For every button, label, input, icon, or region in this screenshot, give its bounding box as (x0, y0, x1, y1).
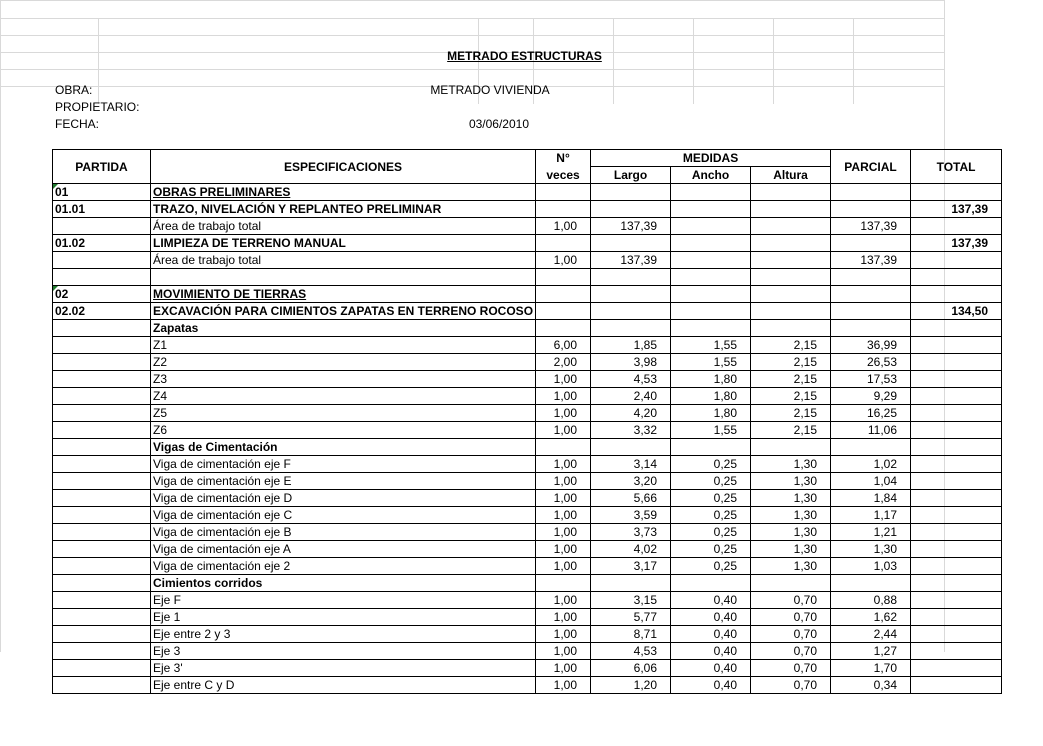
cell-partida[interactable] (53, 269, 151, 286)
cell-veces[interactable] (536, 269, 591, 286)
cell-veces[interactable]: 1,00 (536, 524, 591, 541)
cell-altura[interactable]: 2,15 (751, 354, 831, 371)
cell-parcial[interactable] (831, 303, 911, 320)
cell-especificacion[interactable]: Viga de cimentación eje E (151, 473, 536, 490)
table-row (53, 269, 1002, 286)
cell-veces[interactable]: 1,00 (536, 541, 591, 558)
table-row (53, 405, 1002, 422)
cell-especificacion[interactable]: LIMPIEZA DE TERRENO MANUAL (151, 235, 536, 252)
cell-especificacion[interactable]: Eje entre C y D (151, 677, 536, 694)
cell-veces[interactable]: 1,00 (536, 592, 591, 609)
cell-especificacion[interactable]: Z2 (151, 354, 536, 371)
cell-partida[interactable] (53, 354, 151, 371)
cell-parcial[interactable] (831, 575, 911, 592)
cell-ancho[interactable] (671, 575, 751, 592)
cell-altura[interactable] (751, 269, 831, 286)
cell-largo[interactable]: 3,20 (591, 473, 671, 490)
cell-largo[interactable]: 1,20 (591, 677, 671, 694)
cell-ancho[interactable]: 0,25 (671, 558, 751, 575)
cell-especificacion[interactable]: Viga de cimentación eje 2 (151, 558, 536, 575)
cell-altura[interactable]: 2,15 (751, 422, 831, 439)
cell-largo[interactable]: 4,53 (591, 371, 671, 388)
cell-total[interactable] (911, 643, 1002, 660)
cell-partida[interactable] (53, 643, 151, 660)
table-row (53, 524, 1002, 541)
cell-total[interactable] (911, 456, 1002, 473)
table-row (53, 575, 1002, 592)
table-row (53, 201, 1002, 218)
header-ancho: Ancho (671, 167, 751, 184)
cell-parcial[interactable]: 1,84 (831, 490, 911, 507)
cell-parcial[interactable] (831, 235, 911, 252)
cell-ancho[interactable] (671, 439, 751, 456)
cell-largo[interactable]: 4,20 (591, 405, 671, 422)
header-altura: Altura (751, 167, 831, 184)
cell-especificacion[interactable]: Viga de cimentación eje B (151, 524, 536, 541)
cell-parcial[interactable] (831, 320, 911, 337)
cell-largo[interactable] (591, 320, 671, 337)
cell-parcial[interactable]: 1,30 (831, 541, 911, 558)
cell-total[interactable] (911, 405, 1002, 422)
cell-total[interactable] (911, 184, 1002, 201)
cell-largo[interactable]: 3,59 (591, 507, 671, 524)
cell-largo[interactable]: 2,40 (591, 388, 671, 405)
table-row (53, 592, 1002, 609)
cell-partida[interactable] (53, 371, 151, 388)
cell-partida[interactable] (53, 626, 151, 643)
cell-especificacion[interactable]: Eje 1 (151, 609, 536, 626)
cell-total[interactable] (911, 337, 1002, 354)
cell-veces[interactable]: 1,00 (536, 456, 591, 473)
cell-veces[interactable] (536, 439, 591, 456)
cell-especificacion[interactable]: EXCAVACIÓN PARA CIMIENTOS ZAPATAS EN TERRENO ROCOSO (151, 303, 536, 320)
cell-total[interactable] (911, 439, 1002, 456)
cell-largo[interactable]: 3,15 (591, 592, 671, 609)
cell-largo[interactable] (591, 184, 671, 201)
cell-partida[interactable] (53, 439, 151, 456)
header-parcial: PARCIAL (831, 150, 911, 184)
cell-ancho[interactable]: 0,40 (671, 643, 751, 660)
cell-altura[interactable] (751, 439, 831, 456)
cell-ancho[interactable]: 0,25 (671, 541, 751, 558)
table-row (53, 252, 1002, 269)
table-row (53, 558, 1002, 575)
cell-largo[interactable]: 3,17 (591, 558, 671, 575)
cell-partida[interactable] (53, 473, 151, 490)
header-total: TOTAL (911, 150, 1002, 184)
cell-veces[interactable]: 1,00 (536, 218, 591, 235)
cell-parcial[interactable]: 1,03 (831, 558, 911, 575)
cell-parcial[interactable] (831, 269, 911, 286)
cell-altura[interactable]: 0,70 (751, 592, 831, 609)
cell-parcial[interactable] (831, 184, 911, 201)
cell-ancho[interactable]: 1,80 (671, 405, 751, 422)
cell-especificacion[interactable]: Z5 (151, 405, 536, 422)
cell-parcial[interactable]: 11,06 (831, 422, 911, 439)
cell-veces[interactable] (536, 235, 591, 252)
cell-veces[interactable] (536, 320, 591, 337)
cell-especificacion[interactable]: Viga de cimentación eje D (151, 490, 536, 507)
cell-ancho[interactable]: 0,25 (671, 490, 751, 507)
cell-ancho[interactable] (671, 235, 751, 252)
cell-altura[interactable] (751, 286, 831, 303)
cell-altura[interactable] (751, 201, 831, 218)
cell-veces[interactable] (536, 184, 591, 201)
cell-partida[interactable] (53, 609, 151, 626)
cell-largo[interactable]: 4,02 (591, 541, 671, 558)
header-partida: PARTIDA (53, 150, 151, 184)
cell-largo[interactable]: 137,39 (591, 218, 671, 235)
cell-largo[interactable]: 6,06 (591, 660, 671, 677)
cell-altura[interactable]: 1,30 (751, 558, 831, 575)
cell-altura[interactable]: 0,70 (751, 660, 831, 677)
cell-ancho[interactable] (671, 218, 751, 235)
table-row (53, 626, 1002, 643)
cell-veces[interactable]: 1,00 (536, 626, 591, 643)
cell-ancho[interactable]: 0,25 (671, 524, 751, 541)
cell-parcial[interactable]: 2,44 (831, 626, 911, 643)
cell-partida[interactable]: 02.02 (53, 303, 151, 320)
cell-veces[interactable] (536, 286, 591, 303)
cell-ancho[interactable]: 0,40 (671, 592, 751, 609)
cell-especificacion[interactable]: Viga de cimentación eje A (151, 541, 536, 558)
cell-parcial[interactable]: 17,53 (831, 371, 911, 388)
cell-largo[interactable]: 137,39 (591, 252, 671, 269)
cell-veces[interactable]: 2,00 (536, 354, 591, 371)
cell-parcial[interactable]: 1,02 (831, 456, 911, 473)
cell-parcial[interactable]: 1,27 (831, 643, 911, 660)
cell-veces[interactable] (536, 201, 591, 218)
cell-largo[interactable]: 3,98 (591, 354, 671, 371)
cell-partida[interactable] (53, 524, 151, 541)
cell-parcial[interactable]: 137,39 (831, 252, 911, 269)
cell-altura[interactable]: 0,70 (751, 609, 831, 626)
cell-ancho[interactable]: 0,40 (671, 660, 751, 677)
cell-ancho[interactable]: 0,25 (671, 507, 751, 524)
cell-partida[interactable] (53, 490, 151, 507)
table-row (53, 235, 1002, 252)
cell-especificacion[interactable]: Viga de cimentación eje C (151, 507, 536, 524)
cell-largo[interactable]: 3,14 (591, 456, 671, 473)
cell-parcial[interactable] (831, 286, 911, 303)
table-row (53, 541, 1002, 558)
header-especificaciones: ESPECIFICACIONES (151, 150, 536, 184)
cell-veces[interactable]: 1,00 (536, 252, 591, 269)
cell-especificacion[interactable] (151, 269, 536, 286)
fecha-label: FECHA: (55, 117, 100, 131)
cell-partida[interactable] (53, 456, 151, 473)
cell-especificacion[interactable]: Viga de cimentación eje F (151, 456, 536, 473)
header-n: N° (536, 150, 591, 167)
cell-parcial[interactable] (831, 439, 911, 456)
cell-ancho[interactable]: 1,80 (671, 388, 751, 405)
cell-partida[interactable] (53, 218, 151, 235)
propietario-label: PROPIETARIO: (55, 100, 140, 114)
cell-partida[interactable] (53, 660, 151, 677)
cell-especificacion[interactable]: Área de trabajo total (151, 252, 536, 269)
cell-parcial[interactable]: 36,99 (831, 337, 911, 354)
cell-total[interactable] (911, 286, 1002, 303)
cell-total[interactable] (911, 422, 1002, 439)
table-row (53, 507, 1002, 524)
cell-especificacion[interactable]: Zapatas (151, 320, 536, 337)
cell-ancho[interactable] (671, 184, 751, 201)
cell-parcial[interactable]: 1,70 (831, 660, 911, 677)
cell-partida[interactable]: 02 (53, 286, 151, 303)
cell-ancho[interactable]: 0,25 (671, 456, 751, 473)
cell-largo[interactable] (591, 575, 671, 592)
cell-especificacion[interactable]: TRAZO, NIVELACIÓN Y REPLANTEO PRELIMINAR (151, 201, 536, 218)
cell-altura[interactable]: 1,30 (751, 524, 831, 541)
cell-especificacion[interactable]: Z3 (151, 371, 536, 388)
cell-altura[interactable]: 1,30 (751, 456, 831, 473)
cell-partida[interactable] (53, 541, 151, 558)
cell-parcial[interactable]: 1,04 (831, 473, 911, 490)
cell-partida[interactable] (53, 558, 151, 575)
cell-total[interactable] (911, 660, 1002, 677)
cell-altura[interactable] (751, 235, 831, 252)
cell-largo[interactable]: 1,85 (591, 337, 671, 354)
cell-partida[interactable] (53, 677, 151, 694)
cell-partida[interactable]: 01.01 (53, 201, 151, 218)
cell-especificacion[interactable]: Eje entre 2 y 3 (151, 626, 536, 643)
cell-parcial[interactable]: 9,29 (831, 388, 911, 405)
cell-ancho[interactable]: 1,55 (671, 337, 751, 354)
cell-total[interactable] (911, 252, 1002, 269)
table-body (53, 184, 1002, 694)
cell-total[interactable] (911, 507, 1002, 524)
cell-veces[interactable]: 1,00 (536, 643, 591, 660)
table-row (53, 354, 1002, 371)
cell-ancho[interactable] (671, 320, 751, 337)
cell-parcial[interactable] (831, 201, 911, 218)
cell-largo[interactable] (591, 439, 671, 456)
cell-partida[interactable] (53, 592, 151, 609)
cell-partida[interactable]: 01 (53, 184, 151, 201)
table-row (53, 337, 1002, 354)
cell-partida[interactable] (53, 575, 151, 592)
cell-ancho[interactable]: 1,80 (671, 371, 751, 388)
table-row (53, 677, 1002, 694)
cell-altura[interactable]: 2,15 (751, 371, 831, 388)
cell-especificacion[interactable]: Eje 3 (151, 643, 536, 660)
cell-altura[interactable] (751, 320, 831, 337)
cell-largo[interactable] (591, 201, 671, 218)
cell-total[interactable] (911, 541, 1002, 558)
table-row (53, 643, 1002, 660)
cell-altura[interactable] (751, 252, 831, 269)
cell-ancho[interactable] (671, 201, 751, 218)
table-row (53, 320, 1002, 337)
cell-largo[interactable]: 5,66 (591, 490, 671, 507)
cell-altura[interactable] (751, 575, 831, 592)
cell-ancho[interactable] (671, 269, 751, 286)
cell-parcial[interactable]: 26,53 (831, 354, 911, 371)
cell-partida[interactable] (53, 422, 151, 439)
cell-ancho[interactable]: 0,25 (671, 473, 751, 490)
cell-ancho[interactable] (671, 252, 751, 269)
cell-parcial[interactable]: 137,39 (831, 218, 911, 235)
table-row (53, 218, 1002, 235)
sheet-title: METRADO ESTRUCTURAS (447, 49, 602, 63)
table-row (53, 388, 1002, 405)
cell-altura[interactable]: 1,30 (751, 490, 831, 507)
cell-total[interactable] (911, 524, 1002, 541)
cell-veces[interactable]: 1,00 (536, 660, 591, 677)
cell-partida[interactable] (53, 507, 151, 524)
metrado-table (52, 149, 1002, 694)
cell-altura[interactable]: 2,15 (751, 388, 831, 405)
cell-partida[interactable] (53, 252, 151, 269)
cell-largo[interactable]: 5,77 (591, 609, 671, 626)
header-largo: Largo (591, 167, 671, 184)
cell-parcial[interactable]: 16,25 (831, 405, 911, 422)
cell-altura[interactable]: 0,70 (751, 626, 831, 643)
cell-altura[interactable]: 1,30 (751, 507, 831, 524)
cell-total[interactable] (911, 320, 1002, 337)
cell-total[interactable] (911, 592, 1002, 609)
cell-especificacion[interactable]: OBRAS PRELIMINARES (151, 184, 536, 201)
cell-largo[interactable]: 3,73 (591, 524, 671, 541)
cell-ancho[interactable]: 1,55 (671, 422, 751, 439)
cell-especificacion[interactable]: Vigas de Cimentación (151, 439, 536, 456)
table-row (53, 286, 1002, 303)
cell-veces[interactable] (536, 303, 591, 320)
cell-veces[interactable]: 1,00 (536, 405, 591, 422)
cell-ancho[interactable] (671, 286, 751, 303)
cell-veces[interactable]: 1,00 (536, 422, 591, 439)
cell-largo[interactable] (591, 235, 671, 252)
cell-total[interactable] (911, 218, 1002, 235)
cell-veces[interactable]: 1,00 (536, 388, 591, 405)
header-veces: veces (536, 167, 591, 184)
obra-value: METRADO VIVIENDA (430, 83, 550, 97)
cell-ancho[interactable] (671, 303, 751, 320)
cell-parcial[interactable]: 0,88 (831, 592, 911, 609)
table-row (53, 371, 1002, 388)
cell-altura[interactable]: 0,70 (751, 643, 831, 660)
cell-total[interactable] (911, 626, 1002, 643)
cell-especificacion[interactable]: Área de trabajo total (151, 218, 536, 235)
table-row (53, 303, 1002, 320)
cell-veces[interactable]: 1,00 (536, 609, 591, 626)
table-row (53, 439, 1002, 456)
table-row (53, 422, 1002, 439)
cell-total[interactable] (911, 473, 1002, 490)
cell-ancho[interactable]: 0,40 (671, 626, 751, 643)
cell-largo[interactable] (591, 286, 671, 303)
cell-altura[interactable] (751, 218, 831, 235)
cell-altura[interactable]: 1,30 (751, 473, 831, 490)
obra-label: OBRA: (55, 83, 93, 97)
cell-largo[interactable]: 8,71 (591, 626, 671, 643)
cell-altura[interactable] (751, 303, 831, 320)
table-row (53, 184, 1002, 201)
cell-partida[interactable] (53, 337, 151, 354)
cell-especificacion[interactable]: Eje 3' (151, 660, 536, 677)
comment-marker-icon (53, 286, 58, 291)
cell-total[interactable] (911, 575, 1002, 592)
cell-total[interactable] (911, 269, 1002, 286)
cell-especificacion[interactable]: Z1 (151, 337, 536, 354)
cell-total[interactable] (911, 490, 1002, 507)
cell-parcial[interactable]: 1,17 (831, 507, 911, 524)
cell-total[interactable] (911, 609, 1002, 626)
cell-veces[interactable]: 1,00 (536, 558, 591, 575)
cell-partida[interactable] (53, 320, 151, 337)
cell-largo[interactable]: 4,53 (591, 643, 671, 660)
header-medidas: MEDIDAS (591, 150, 831, 167)
table-row (53, 609, 1002, 626)
cell-veces[interactable]: 1,00 (536, 473, 591, 490)
cell-parcial[interactable]: 1,62 (831, 609, 911, 626)
cell-total[interactable] (911, 354, 1002, 371)
cell-especificacion[interactable]: Z4 (151, 388, 536, 405)
cell-especificacion[interactable]: MOVIMIENTO DE TIERRAS (151, 286, 536, 303)
cell-largo[interactable] (591, 269, 671, 286)
table-row (53, 456, 1002, 473)
cell-partida[interactable]: 01.02 (53, 235, 151, 252)
cell-veces[interactable]: 1,00 (536, 371, 591, 388)
cell-especificacion[interactable]: Eje F (151, 592, 536, 609)
cell-total[interactable] (911, 388, 1002, 405)
table-row (53, 490, 1002, 507)
cell-veces[interactable]: 1,00 (536, 677, 591, 694)
cell-altura[interactable]: 2,15 (751, 405, 831, 422)
cell-parcial[interactable]: 0,34 (831, 677, 911, 694)
cell-especificacion[interactable]: Z6 (151, 422, 536, 439)
cell-total[interactable]: 134,50 (911, 303, 1002, 320)
cell-veces[interactable] (536, 575, 591, 592)
cell-parcial[interactable]: 1,21 (831, 524, 911, 541)
fecha-value: 03/06/2010 (468, 117, 529, 131)
cell-total[interactable] (911, 371, 1002, 388)
cell-ancho[interactable]: 0,40 (671, 609, 751, 626)
cell-partida[interactable] (53, 405, 151, 422)
cell-veces[interactable]: 1,00 (536, 507, 591, 524)
cell-especificacion[interactable]: Cimientos corridos (151, 575, 536, 592)
cell-altura[interactable]: 1,30 (751, 541, 831, 558)
cell-partida[interactable] (53, 388, 151, 405)
cell-largo[interactable] (591, 303, 671, 320)
table-row (53, 473, 1002, 490)
cell-altura[interactable] (751, 184, 831, 201)
cell-ancho[interactable]: 1,55 (671, 354, 751, 371)
cell-total[interactable]: 137,39 (911, 235, 1002, 252)
cell-altura[interactable]: 2,15 (751, 337, 831, 354)
cell-veces[interactable]: 1,00 (536, 490, 591, 507)
table-row (53, 660, 1002, 677)
comment-marker-icon (53, 184, 58, 189)
cell-ancho[interactable]: 0,40 (671, 677, 751, 694)
cell-veces[interactable]: 6,00 (536, 337, 591, 354)
cell-largo[interactable]: 3,32 (591, 422, 671, 439)
cell-total[interactable] (911, 677, 1002, 694)
cell-total[interactable] (911, 558, 1002, 575)
cell-total[interactable]: 137,39 (911, 201, 1002, 218)
cell-altura[interactable]: 0,70 (751, 677, 831, 694)
